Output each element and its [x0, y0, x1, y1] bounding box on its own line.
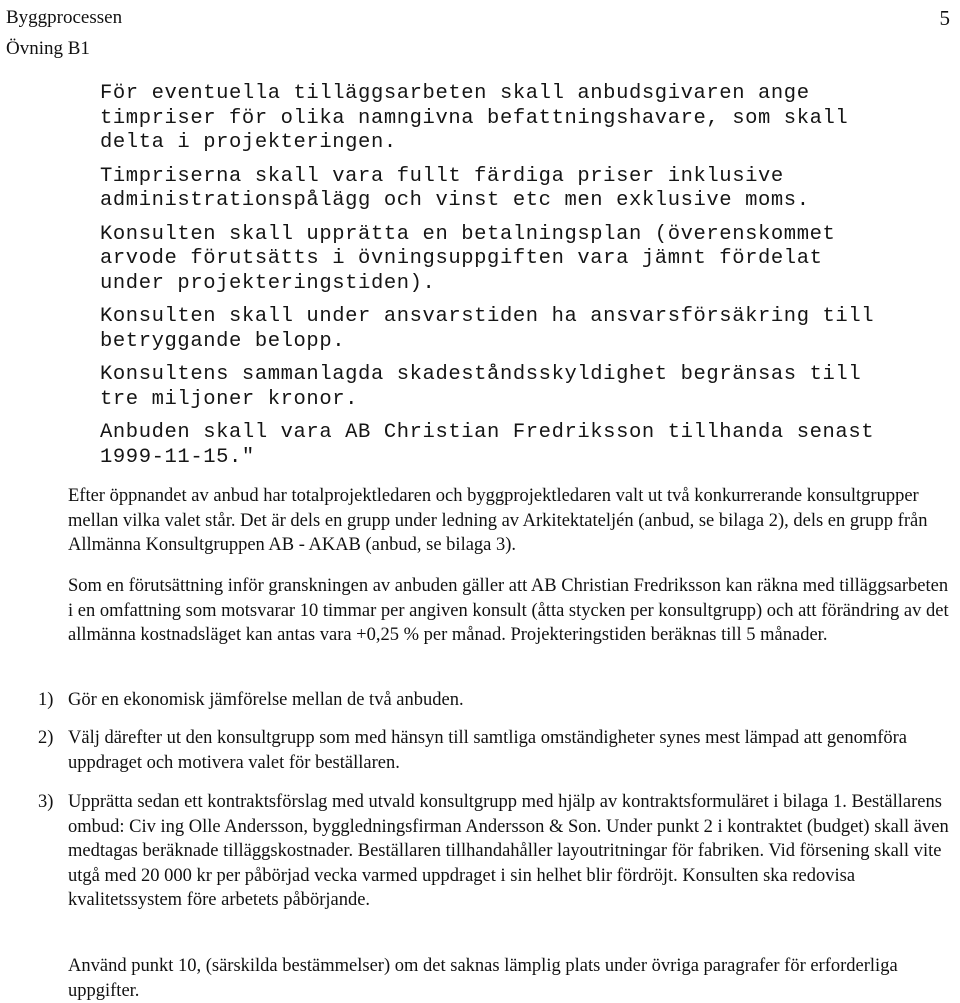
task-item — [38, 688, 952, 713]
quoted-tender-conditions — [100, 82, 920, 479]
closing-paragraph — [68, 954, 952, 1003]
quote-paragraph: Konsultens sammanlagda skadeståndsskyldighet begränsas till tre miljoner kronor. — [100, 363, 862, 411]
quote-paragraph: Timpriserna skall vara fullt färdiga priser inklusive administrationspålägg och vinst etc men exklusive moms. — [100, 164, 810, 212]
body-paragraph — [68, 484, 952, 558]
paragraph-text: Efter öppnandet av anbud har totalprojektledaren och byggprojektledaren valt ut två konkurrerande konsultgrupper mellan vilka valet står. Det är dels en grupp under ledning av Arkitektateljén (anbud, se bilaga 2), dels en grupp från Allmänna Konsultgruppen AB - AKAB (anbud, se bilaga 3). — [68, 486, 928, 555]
quote-paragraph: Konsulten skall under ansvarstiden ha ansvarsförsäkring till betryggande belopp. — [100, 305, 875, 353]
paragraph-text: Som en förutsättning inför granskningen av anbuden gäller att AB Christian Fredriksson kan räkna med tilläggsarbeten i en omfattning som motsvarar 10 timmar per angiven konsult (åtta stycken per konsultgrupp) och att förändring av det allmänna kostnadsläget kan antas vara +0,25 % per månad. Projekteringstiden beräknas till 5 månader. — [68, 576, 949, 645]
quote-paragraph: För eventuella tilläggsarbeten skall anbudsgivaren ange timpriser för olika namngivna befattningshavare, som skall delta i projekteringen. — [100, 82, 849, 154]
task-number: 1) — [38, 690, 54, 710]
quote-paragraph: Anbuden skall vara AB Christian Fredriksson tillhanda senast 1999-11-15." — [100, 421, 875, 469]
body-paragraph — [68, 574, 952, 648]
page-header — [6, 2, 122, 64]
task-item — [38, 790, 952, 913]
paragraph-text: Använd punkt 10, (särskilda bestämmelser) om det saknas lämplig plats under övriga paragrafer för erforderliga uppgifter. — [68, 956, 898, 1001]
page-number: 5 — [939, 6, 950, 30]
header-subtitle: Övning B1 — [6, 38, 90, 59]
task-item — [38, 726, 952, 775]
quote-paragraph: Konsulten skall upprätta en betalningsplan (överenskommet arvode förutsätts i övningsuppgiften vara jämnt fördelat under projekteringstiden). — [100, 222, 836, 295]
task-number: 2) — [38, 728, 54, 748]
header-title: Byggprocessen — [6, 7, 123, 28]
task-number: 3) — [38, 792, 54, 812]
task-text: Upprätta sedan ett kontraktsförslag med utvald konsultgrupp med hjälp av kontraktsformuläret i bilaga 1. Beställarens ombud: Civ ing Olle Andersson, byggledningsfirman Andersson & Son. Under punkt 2 i kontraktet (budget) skall även medtagas beräknade tilläggskostnader. Beställaren tillhandahåller layoutritningar för fabriken. Vid försening skall vite utgå med 20 000 kr per påbörjad vecka varmed uppdraget i sin helhet blir fördröjt. Konsulten ska redovisa kvalitetssystem före arbetets påbörjande. — [68, 792, 949, 910]
task-text: Gör en ekonomisk jämförelse mellan de två anbuden. — [68, 690, 464, 710]
task-text: Välj därefter ut den konsultgrupp som med hänsyn till samtliga omständigheter synes mest lämpad att genomföra uppdraget och motivera valet för beställaren. — [68, 728, 907, 773]
